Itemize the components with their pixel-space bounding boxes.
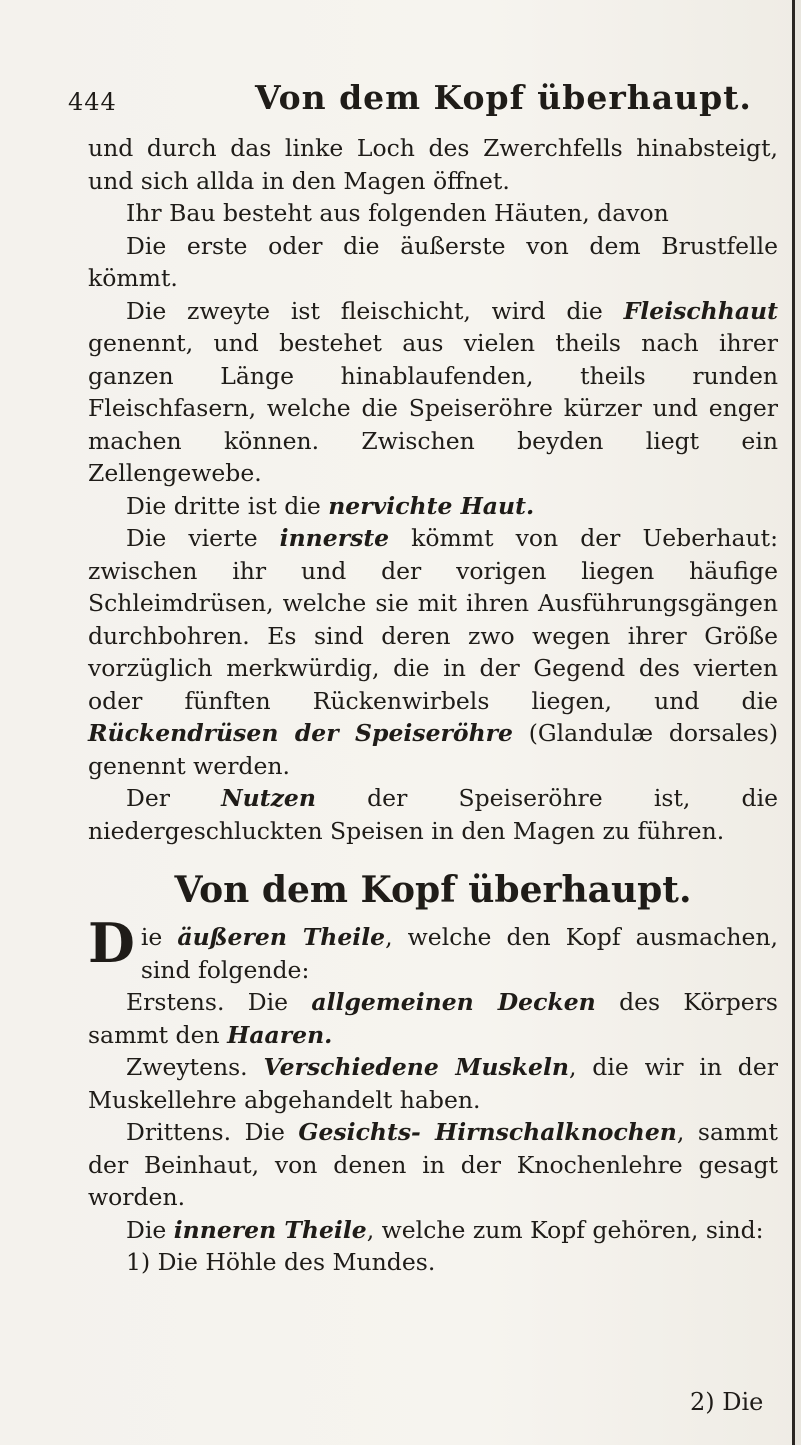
body-text [88,132,778,1279]
list-item-third: Drittens. Die Gesichts- Hirnschalknochen, sammt der Beinhaut, von denen in der Knochenlehre gesagt worden. [88,1118,778,1211]
running-head: Von dem Kopf überhaupt. [255,78,752,117]
numbered-item-1: 1) Die Höhle des Mundes. [126,1248,436,1276]
page-number: 444 [68,88,117,116]
paragraph-structure: Ihr Bau besteht aus folgenden Häuten, davon [126,199,669,227]
drop-cap: D [88,911,135,975]
page-edge-line [792,0,795,1445]
paragraph-fourth-layer: Die vierte innerste kömmt von der Ueberhaut: zwischen ihr und der vorigen liegen häufige Schleimdrüsen, welche sie mit ihren Ausführungsgängen durchbohren. Es sind deren zwo wegen ihrer Größe vorzüglich merkwürdig, die in der Gegend des vierten oder fünften Rückenwirbels liegen, und die Rückendrüsen der Speiseröhre (Glandulæ dorsales) genennt werden. [88,524,778,780]
paragraph-inner-parts: Die inneren Theile, welche zum Kopf gehören, sind: [126,1215,764,1244]
paragraph-first-layer: Die erste oder die äußerste von dem Brustfelle kömmt. [88,231,778,292]
page-edge-margin [795,0,801,1445]
list-item-first: Erstens. Die allgemeinen Decken des Körpers sammt den Haaren. [88,988,778,1049]
paragraph-third-layer: Die dritte ist die nervichte Haut. [126,491,535,520]
paragraph-purpose: Der Nutzen der Speiseröhre ist, die niedergeschluckten Speisen in den Magen zu führen. [88,784,778,845]
catchword: 2) Die [690,1388,764,1416]
page-header [0,78,790,118]
paragraph-outer-parts: Die äußeren Theile, welche den Kopf ausmachen, sind folgende: [88,911,778,984]
paragraph-continuation: und durch das linke Loch des Zwerchfells hinabsteigt, und sich allda in den Magen öffnet. [88,134,778,195]
section-title: Von dem Kopf überhaupt. [174,869,692,911]
paragraph-second-layer: Die zweyte ist fleischicht, wird die Fleischhaut genennt, und bestehet aus vielen theils nach ihrer ganzen Länge hinablaufenden, theils runden Fleischfasern, welche die Speiseröhre kürzer und enger machen können. Zwischen beyden liegt ein Zellengewebe. [88,296,778,487]
list-item-second: Zweytens. Verschiedene Muskeln, die wir in der Muskellehre abgehandelt haben. [88,1053,778,1114]
